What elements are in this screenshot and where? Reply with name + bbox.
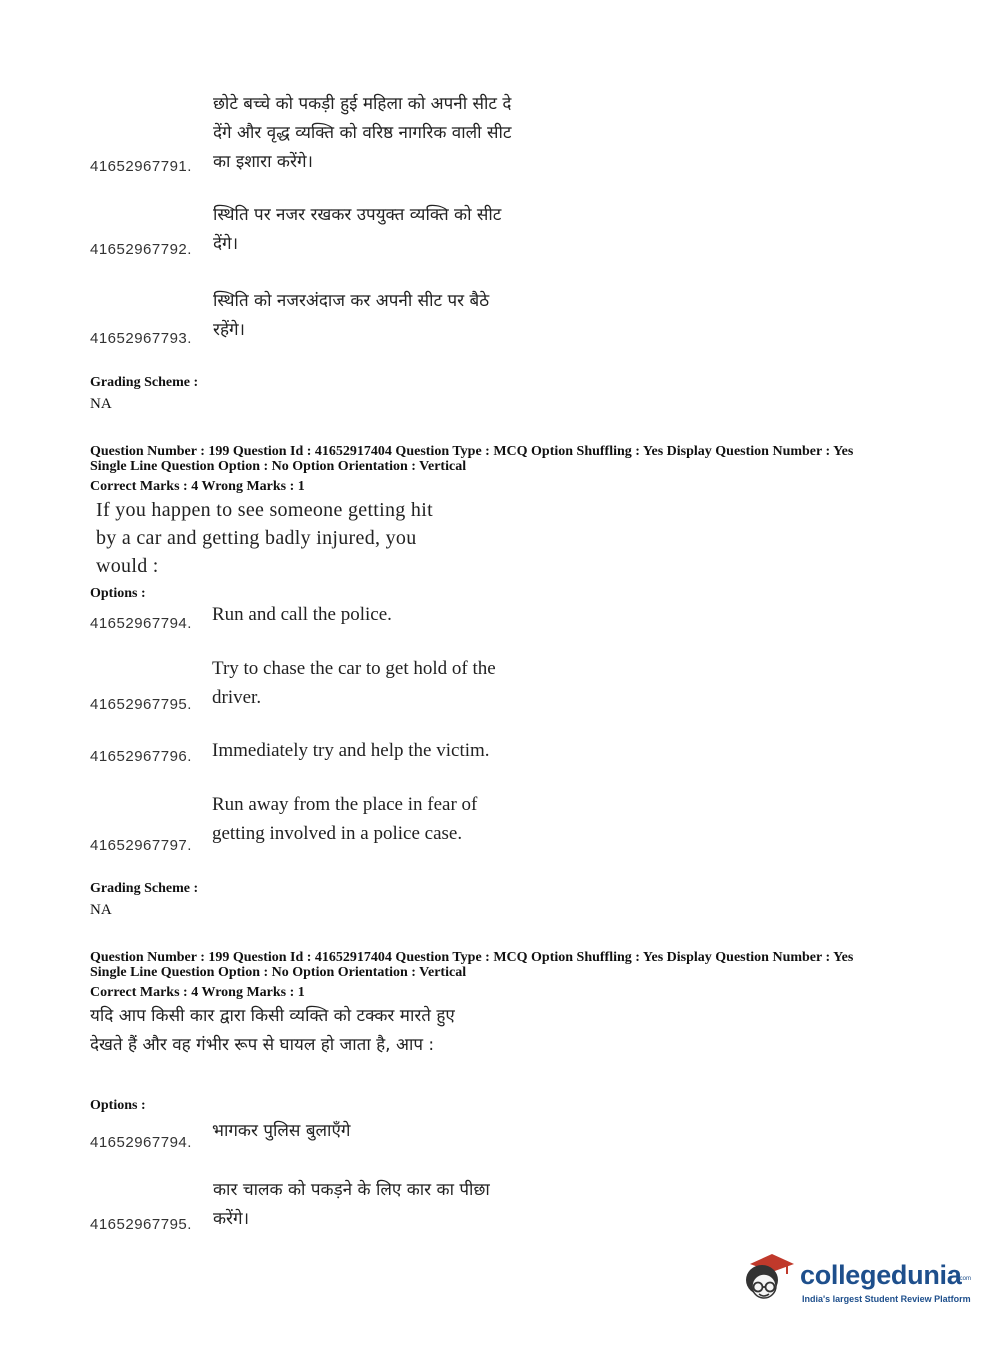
option-id: 41652967797. (90, 837, 192, 854)
grading-scheme-label: Grading Scheme : (90, 881, 199, 896)
option-id: 41652967794. (90, 615, 192, 632)
brand-name: collegedunia (800, 1260, 962, 1290)
question-text: यदि आप किसी कार द्वारा किसी व्यक्ति को टक्कर मारते हुए देखते हैं और वह गंभीर रूप से घायल हो जाता है, आप : (90, 1006, 455, 1055)
option-id: 41652967792. (90, 241, 192, 258)
option-id: 41652967794. (90, 1134, 192, 1151)
option-text: छोटे बच्चे को पकड़ी हुई महिला को अपनी सीट दे देंगे और वृद्ध व्यक्ति को वरिष्ठ नागरिक वाली सीट का इशारा करेंगे। (213, 94, 512, 172)
option-id: 41652967795. (90, 1216, 192, 1233)
question-text: If you happen to see someone getting hit by a car and getting badly injured, you would : (96, 499, 433, 577)
collegedunia-logo (740, 1250, 970, 1310)
options-label: Options : (90, 586, 146, 601)
option-text: Run away from the place in fear of getting involved in a police case. (212, 794, 478, 844)
option-id: 41652967791. (90, 158, 192, 175)
option-text: कार चालक को पकड़ने के लिए कार का पीछा करेंगे। (213, 1180, 490, 1229)
option-text: स्थिति पर नजर रखकर उपयुक्त व्यक्ति को सीट देंगे। (213, 205, 502, 254)
brand-tagline: India's largest Student Review Platform (802, 1294, 971, 1304)
options-label: Options : (90, 1098, 146, 1113)
question-meta-line-2: Single Line Question Option : No Option Orientation : Vertical (90, 459, 467, 474)
question-marks: Correct Marks : 4 Wrong Marks : 1 (90, 985, 305, 1000)
question-marks: Correct Marks : 4 Wrong Marks : 1 (90, 479, 305, 494)
brand-domain: .com (958, 1276, 972, 1282)
option-id: 41652967793. (90, 330, 192, 347)
option-text: स्थिति को नजरअंदाज कर अपनी सीट पर बैठे रहेंगे। (213, 291, 490, 340)
option-text: Run and call the police. (212, 604, 392, 625)
option-text: Try to chase the car to get hold of the driver. (212, 658, 496, 708)
option-id: 41652967796. (90, 748, 192, 765)
option-id: 41652967795. (90, 696, 192, 713)
grading-scheme-label: Grading Scheme : (90, 375, 199, 390)
question-meta-line-2: Single Line Question Option : No Option Orientation : Vertical (90, 965, 467, 980)
grading-scheme-value: NA (90, 902, 112, 918)
option-text: भागकर पुलिस बुलाएँगे (212, 1121, 351, 1141)
question-meta-line-1: Question Number : 199 Question Id : 41652917404 Question Type : MCQ Option Shuffling : Yes Display Question Number : Yes (90, 950, 854, 965)
grading-scheme-value: NA (90, 396, 112, 412)
question-meta-line-1: Question Number : 199 Question Id : 41652917404 Question Type : MCQ Option Shuffling : Yes Display Question Number : Yes (90, 444, 854, 459)
option-text: Immediately try and help the victim. (212, 740, 490, 761)
mascot-icon (740, 1250, 798, 1308)
